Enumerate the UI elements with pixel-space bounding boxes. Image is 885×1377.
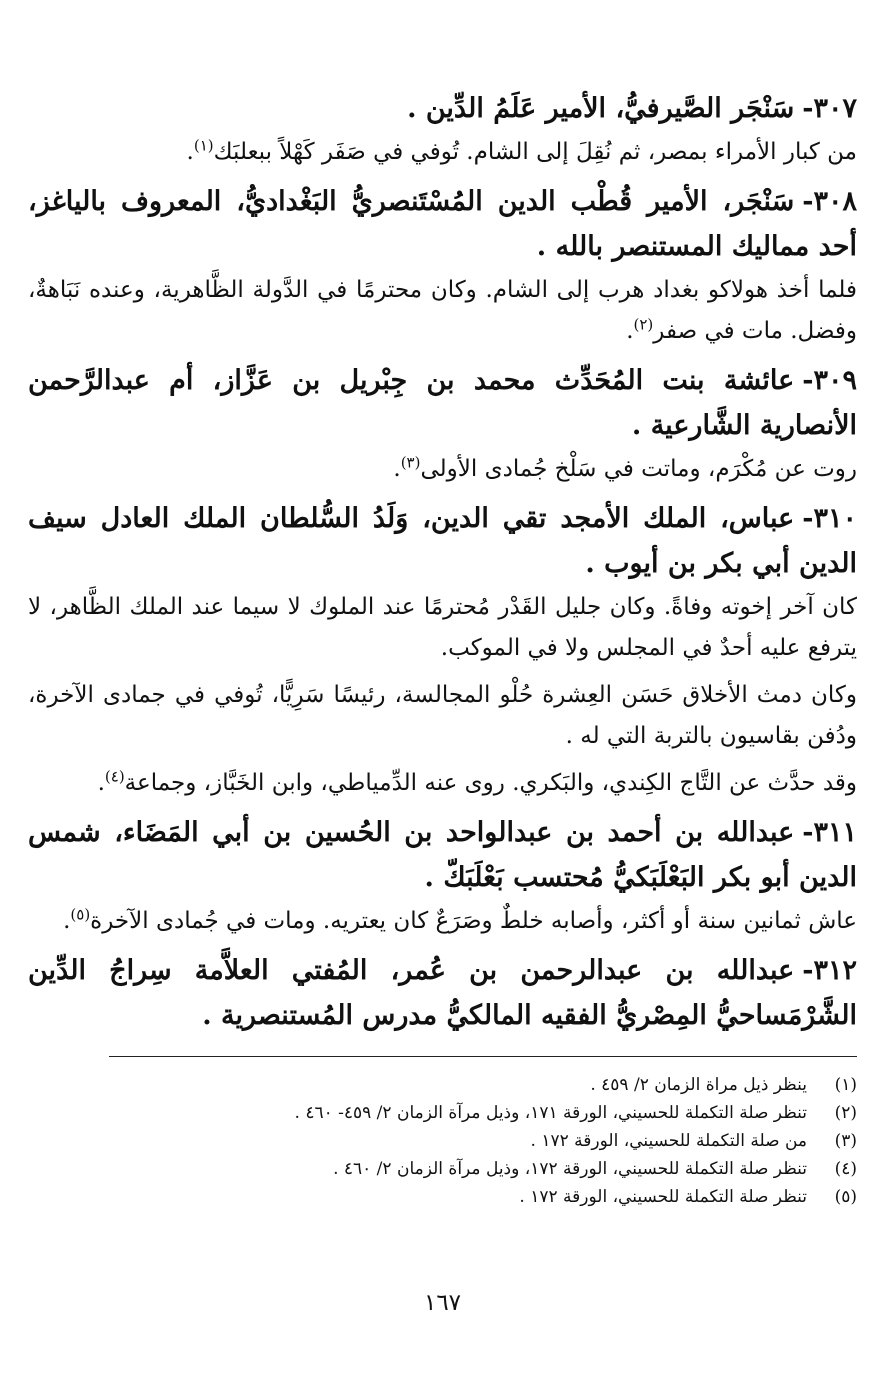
entry-title: عباس، الملك الأمجد تقي الدين، وَلَدُ السُّلطان الملك العادل سيف الدين أبي بكر بن أيوب . [28,503,857,579]
footnote-reference: (٤) [104,767,125,786]
footnote-separator [109,1056,857,1057]
footnote-item [28,1155,857,1183]
footnote-item [28,1127,857,1155]
biography-entry [28,179,857,352]
biography-entry [28,358,857,490]
paragraph-text: روت عن مُكْرَم، وماتت في سَلْخ جُمادى الأولى [420,456,857,482]
entry-heading [28,358,857,448]
entry-heading [28,948,857,1038]
paragraph-text: فلما أخذ هولاكو بغداد هرب إلى الشام. وكان محترمًا في الدَّولة الظَّاهرية، وعنده نَبَاهةٌ، وفضل. مات في صفر [28,277,857,344]
entry-title: عبدالله بن أحمد بن عبدالواحد بن الحُسين بن أبي المَضَاء، شمس الدين أبو بكر البَعْلَبَكيُّ مُحتسب بَعْلَبَكّ . [28,817,857,893]
biography-entry [28,86,857,173]
entry-number: ٣١١- [802,817,857,848]
footnote-text: تنظر صلة التكملة للحسيني، الورقة ١٧٢، وذيل مرآة الزمان ٢/ ٤٦٠ . [333,1159,807,1179]
paragraph-tail: . [97,770,105,796]
entry-paragraph [28,587,857,669]
footnote-text: ينظر ذيل مراة الزمان ٢/ ٤٥٩ . [590,1075,807,1095]
footnote-reference: (١) [193,136,214,155]
paragraph-tail: . [186,139,194,165]
entry-number: ٣١٢- [802,955,857,986]
entry-paragraph [28,675,857,757]
biography-entry [28,496,857,804]
entry-paragraph [28,901,857,942]
footnote-number: (٣) [834,1131,857,1151]
footnote-reference: (٢) [633,315,654,334]
entry-number: ٣١٠- [802,503,857,534]
page-number: ١٦٧ [423,1290,462,1316]
entry-heading [28,86,857,131]
entry-paragraph [28,449,857,490]
entry-title: سَنْجَر الصَّيرفيُّ، الأمير عَلَمُ الدِّين . [407,93,795,124]
footnote-item [28,1183,857,1211]
footnote-number: (٢) [834,1103,857,1123]
biography-entry [28,810,857,942]
entries-list [28,86,857,1038]
paragraph-text: عاش ثمانين سنة أو أكثر، وأصابه خلطٌ وصَرَعٌ كان يعتريه. ومات في جُمادى الآخرة [90,908,857,934]
entry-title: عبدالله بن عبدالرحمن بن عُمر، المُفتي العلاَّمة سِراجُ الدِّين الشَّرْمَساحيُّ المِصْريُّ الفقيه المالكيُّ مدرس المُستنصرية . [28,955,857,1031]
footnote-reference: (٥) [70,905,91,924]
entry-paragraph [28,132,857,173]
paragraph-tail: . [626,318,634,344]
paragraph-tail: . [393,456,401,482]
entry-heading [28,179,857,269]
footnote-text: من صلة التكملة للحسيني، الورقة ١٧٢ . [530,1131,807,1151]
entry-title: عائشة بنت المُحَدِّث محمد بن جِبْريل بن عَزَّاز، أم عبدالرَّحمن الأنصارية الشَّارعية . [28,365,857,441]
paragraph-text: من كبار الأمراء بمصر، ثم نُقِلَ إلى الشام. تُوفي في صَفَر كَهْلاً ببعلبَك [213,139,857,165]
entry-title: سَنْجَر، الأمير قُطْب الدين المُسْتَنصريُّ البَغْداديُّ، المعروف بالياغز، أحد مماليك المستنصر بالله . [28,186,857,262]
entry-paragraph [28,763,857,804]
entry-paragraph [28,270,857,352]
footnote-number: (٤) [834,1159,857,1179]
footnote-item [28,1071,857,1099]
biography-entry [28,948,857,1038]
footnote-number: (٥) [834,1187,857,1207]
footnote-text: تنظر صلة التكملة للحسيني، الورقة ١٧٢ . [519,1187,807,1207]
footnotes-list [28,1071,857,1211]
entry-number: ٣٠٧- [802,93,857,124]
entry-number: ٣٠٨- [802,186,857,217]
footnote-text: تنظر صلة التكملة للحسيني، الورقة ١٧١، وذيل مرآة الزمان ٢/ ٤٥٩- ٤٦٠ . [294,1103,807,1123]
entry-heading [28,810,857,900]
footnote-number: (١) [834,1075,857,1095]
paragraph-text: وكان دمث الأخلاق حَسَن العِشرة حُلْو المجالسة، رئيسًا سَرِيًّا، تُوفي في جمادى الآخرة، ودُفن بقاسيون بالتربة التي له . [28,682,857,749]
footnote-reference: (٣) [400,453,421,472]
paragraph-text: وقد حدَّث عن التَّاج الكِندي، والبَكري. روى عنه الدِّمياطي، وابن الخَبَّاز، وجماعة [124,770,857,796]
footnote-item [28,1099,857,1127]
paragraph-text: كان آخر إخوته وفاةً. وكان جليل القَدْر مُحترمًا عند الملوك لا سيما عند الملك الظَّاهر، لا يترفع عليه أحدٌ في المجلس ولا في الموكب. [28,594,857,661]
paragraph-tail: . [63,908,71,934]
entry-number: ٣٠٩- [802,365,857,396]
entry-heading [28,496,857,586]
